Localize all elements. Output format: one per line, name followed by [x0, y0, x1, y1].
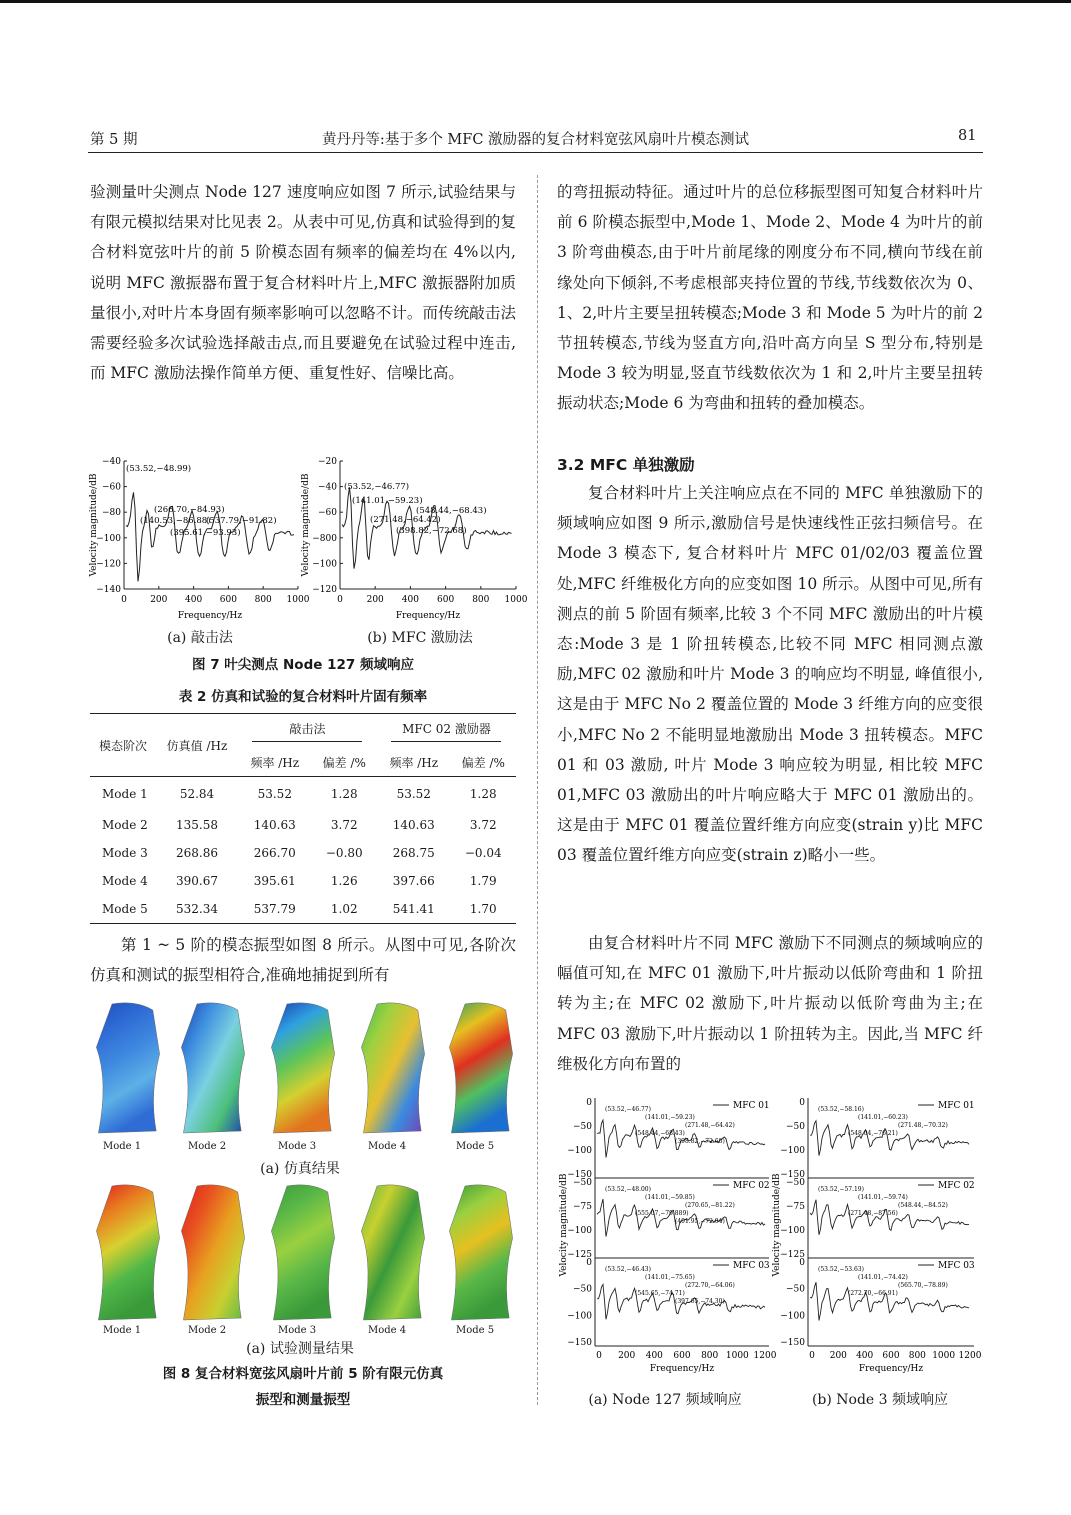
- fig7-sub-a: (a) 敲击法: [167, 630, 233, 646]
- table-cell: 53.52: [257, 786, 292, 801]
- f9b-ytick-label: −150: [780, 1170, 805, 1180]
- f9a-xlabel: Frequency/Hz: [649, 1364, 715, 1374]
- f9b-xtick-label: 1200: [958, 1351, 982, 1361]
- table-cell: −0.80: [325, 845, 363, 860]
- sim-blade-surface: [449, 1003, 512, 1133]
- f9b-annotation: (548.04,−76.21): [848, 1130, 898, 1137]
- f7a-xtick-label: 800: [254, 595, 272, 605]
- sim-mode-shape-3: [270, 1000, 338, 1135]
- f7a-ytick-label: −80: [102, 508, 121, 519]
- table-cell: 537.79: [253, 901, 296, 916]
- f9b-xlabel: Frequency/Hz: [858, 1364, 924, 1374]
- mode-label: Mode 3: [278, 1325, 317, 1336]
- f9a-xtick-label: 0: [596, 1351, 602, 1361]
- f9b-ytick-label: −75: [786, 1202, 805, 1212]
- table-cell: Mode 3: [102, 845, 148, 860]
- th-freq-2: 频率 /Hz: [389, 755, 439, 770]
- f9b-annotation: (53.52,−58.16): [818, 1106, 864, 1113]
- body-paragraph-1: 验测量叶尖测点 Node 127 速度响应如图 7 所示,试验结果与有限元模拟结果对比见表 2。从表中可见,仿真和试验得到的复合材料宽弦叶片的前 5 阶模态固有频率的偏差均在 4%以内,说明 MFC 激振器布置于复合材料叶片上,MFC 激振器附加质量很小,对叶片本身固有频率影响可以忽略不计。而传统敲击法需要经验多次试验选择敲击点,而且要避免在试验过程中连击, 而 MFC 激励法操作简单方便、重复性好、信噪比高。: [90, 183, 516, 383]
- fig9a-chart: [555, 1090, 777, 1375]
- f9a-ytick-label: −100: [567, 1146, 592, 1156]
- f9a-ytick-label: −75: [573, 1202, 592, 1212]
- fig7a-ylabel: Velocity magnitude/dB: [89, 473, 99, 577]
- f9b-ytick-label: −50: [786, 1178, 805, 1188]
- f7a-ytick-label: −40: [102, 457, 121, 467]
- f9a-annotation: (53.52,−46.43): [605, 1266, 651, 1273]
- table-cell: 532.34: [176, 901, 218, 916]
- f9a-ytick-label: −125: [567, 1250, 592, 1260]
- exp-mode-shape-1: [95, 1182, 163, 1322]
- fig7a-chart: [88, 455, 310, 623]
- f9a-annotation: (271.48,−64.42): [685, 1122, 735, 1129]
- fig9b-chart: [768, 1090, 983, 1375]
- f9b-annotation: (548.44,−84.52): [898, 1202, 948, 1209]
- th-mfc: MFC 02 激励器: [391, 720, 501, 742]
- table-row: [90, 777, 516, 811]
- f9b-ytick-label: −50: [786, 1122, 805, 1132]
- sim-mode-shape-5: [448, 1000, 516, 1135]
- f9a-annotation: (141.01,−75.65): [645, 1274, 695, 1281]
- page-number: 81: [958, 128, 977, 144]
- table-cell: 1.70: [469, 901, 497, 916]
- f9b-legend-label: MFC 02: [938, 1181, 975, 1191]
- f7b-xtick-label: 200: [366, 595, 384, 605]
- exp-mode-shape-2: [180, 1182, 248, 1322]
- sim-mode-shape-4: [360, 1000, 428, 1135]
- table-cell: 397.66: [392, 873, 435, 888]
- f7a-annotation: (395.61,−93.93): [170, 528, 241, 538]
- table-row: [90, 867, 516, 895]
- table-cell: 3.72: [469, 817, 497, 832]
- f9b-xtick-label: 600: [882, 1351, 900, 1361]
- f7a-ytick-label: −60: [102, 482, 121, 493]
- fig7-caption: 图 7 叶尖测点 Node 127 频域响应: [192, 657, 414, 673]
- table-row: [90, 839, 516, 867]
- f9a-annotation: (398.82,−72.68): [675, 1138, 725, 1145]
- f9b-xtick-label: 0: [809, 1351, 815, 1361]
- f7b-ytick-label: −20: [318, 457, 337, 467]
- f9a-annotation: (53.52,−48.00): [605, 1186, 651, 1193]
- th-freq-1: 频率 /Hz: [250, 755, 300, 770]
- f9a-xtick-label: 1000: [725, 1351, 749, 1361]
- f9a-annotation: (270.65,−81.22): [685, 1202, 735, 1209]
- th-mode: 模态阶次: [98, 738, 147, 753]
- table-cell: 268.75: [392, 845, 435, 860]
- table-cell: 266.70: [253, 845, 296, 860]
- f9b-annotation: (271.48,−87.56): [848, 1210, 898, 1217]
- f9a-annotation: (401.95,−72.04): [675, 1218, 725, 1225]
- fig8-caption-1: 图 8 复合材料宽弦风扇叶片前 5 阶有限元仿真: [162, 1366, 444, 1382]
- f9a-xtick-label: 600: [673, 1351, 691, 1361]
- f9b-annotation: (141.01,−59.74): [858, 1194, 908, 1201]
- f9a-legend-label: MFC 01: [733, 1101, 770, 1111]
- f9b-annotation: (565.70,−78.89): [898, 1282, 948, 1289]
- f9b-xtick-label: 400: [856, 1351, 874, 1361]
- f9b-annotation: (141.01,−60.23): [858, 1114, 908, 1121]
- f7a-xtick-label: 600: [219, 595, 237, 605]
- exp-blade-surface: [361, 1185, 424, 1320]
- f9b-annotation: (53.52,−53.63): [818, 1266, 864, 1273]
- f7b-annotation: (141.01,−59.23): [352, 496, 423, 506]
- header-rule: [88, 152, 983, 153]
- f7a-ytick-label: −120: [96, 559, 121, 570]
- f9a-ytick-label: 0: [586, 1098, 592, 1108]
- table-cell: Mode 2: [102, 817, 148, 832]
- table-cell: 268.86: [176, 845, 218, 860]
- mode-label: Mode 5: [456, 1325, 495, 1336]
- table2: [90, 713, 516, 924]
- f9a-annotation: (397.65,−74.30): [675, 1298, 725, 1305]
- body-paragraph-4: 复合材料叶片上关注响应点在不同的 MFC 单独激励下的频域响应如图 9 所示,激励信号是快速线性正弦扫频信号。在 Mode 3 模态下, 复合材料叶片 MFC 01/02/03 覆盖位置处,MFC 纤维极化方向的应变如图 10 所示。从图中可见,所有测点的前 5 阶固有频率,比较 3 个不同 MFC 激励出的叶片模态:Mode 3 是 1 阶扭转模态,比较不同 MFC 相同测点激励,MFC 02 激励和叶片 Mode 3 的响应均不明显, 峰值很小,这是由于 MFC No 2 覆盖位置的 Mode 3 纤维方向的应变很小,MFC No 2 不能明显地激励出 Mode 3 扭转模态。MFC 01 和 03 激励, 叶片 Mode 3 响应较为明显, 相比较 MFC 01,MFC 03 激励出的叶片响应略大于 MFC 01 激励出的。这是由于 MFC 01 覆盖位置纤维方向应变(strain y)比 MFC 03 覆盖位置纤维方向应变(strain z)略小一些。: [557, 484, 983, 865]
- f9a-annotation: (141.01,−59.23): [645, 1114, 695, 1121]
- f9b-ytick-label: −100: [780, 1226, 805, 1236]
- f7a-xtick-label: 0: [121, 595, 127, 605]
- section-heading: 3.2 MFC 单独激励: [557, 456, 695, 474]
- table-cell: Mode 4: [102, 873, 148, 888]
- f9a-annotation: (141.01,−59.85): [645, 1194, 695, 1201]
- mode-label: Mode 1: [103, 1141, 142, 1152]
- f7a-xtick-label: 400: [185, 595, 203, 605]
- mode-label: Mode 4: [368, 1141, 407, 1152]
- table-cell: −0.04: [464, 845, 502, 860]
- f9b-ytick-label: 0: [799, 1098, 805, 1108]
- fig8-caption-2: 振型和测量振型: [255, 1392, 351, 1408]
- f9b-ytick-label: −150: [780, 1338, 805, 1348]
- table-row: [90, 895, 516, 924]
- f7b-ytick-label: −100: [312, 559, 337, 570]
- f9b-annotation: (272.70,−66.91): [848, 1290, 898, 1297]
- f7a-ytick-label: −140: [96, 585, 121, 595]
- table-cell: 140.63: [253, 817, 296, 832]
- f7a-ytick-label: −100: [96, 533, 121, 544]
- f9a-xtick-label: 1200: [753, 1351, 777, 1361]
- exp-blade-surface: [96, 1185, 159, 1320]
- f7b-ytick-label: −800: [312, 533, 337, 544]
- f9a-ytick-label: −100: [567, 1311, 592, 1322]
- th-sim: 仿真值 /Hz: [166, 738, 228, 753]
- table-cell: Mode 5: [102, 901, 148, 916]
- fig8-sub-a: (a) 仿真结果: [260, 1161, 340, 1177]
- body-paragraph-3: 的弯扭振动特征。通过叶片的总位移振型图可知复合材料叶片前 6 阶模态振型中,Mode 1、Mode 2、Mode 4 为叶片的前 3 阶弯曲模态,由于叶片前尾缘的刚度分布不同,横向节线在前缘处向下倾斜,不考虑根部夹持位置的节线,节线数依次为 0、1、2,叶片主要呈扭转模态;Mode 3 和 Mode 5 为叶片的前 2 节扭转模态,节线为竖直方向,沿叶高方向呈 S 型分布,特别是 Mode 3 较为明显,竖直节线数依次为 1 和 2,叶片主要呈扭转振动状态;Mode 6 为弯曲和扭转的叠加模态。: [557, 183, 983, 413]
- f9a-ytick-label: −150: [567, 1170, 592, 1180]
- f9b-ylabel: Velocity magnitude/dB: [772, 1173, 782, 1277]
- table-cell: 541.41: [392, 901, 435, 916]
- sim-mode-shape-2: [180, 1000, 248, 1135]
- f9a-ylabel: Velocity magnitude/dB: [559, 1173, 569, 1277]
- mode-label: Mode 2: [188, 1325, 227, 1336]
- exp-blade-surface: [449, 1185, 512, 1320]
- f7a-xtick-label: 1000: [286, 595, 310, 605]
- table-cell: 1.02: [330, 901, 358, 916]
- f9a-ytick-label: −50: [573, 1178, 592, 1188]
- f9a-annotation: (555.07,−79.889): [635, 1210, 689, 1217]
- f7b-ytick-label: −40: [318, 482, 337, 493]
- th-dev-1: 偏差 /%: [322, 755, 366, 770]
- sim-blade-surface: [181, 1003, 244, 1133]
- f9a-annotation: (545.65,−74.71): [635, 1290, 685, 1297]
- table-cell: 53.52: [396, 786, 431, 801]
- running-title: 黄丹丹等:基于多个 MFC 激励器的复合材料宽弦风扇叶片模态测试: [321, 132, 750, 148]
- body-paragraph-5: 由复合材料叶片不同 MFC 激励下不同测点的频域响应的幅值可知,在 MFC 01 激励下,叶片振动以低阶弯曲和 1 阶扭转为主;在 MFC 02 激励下,叶片振动以低阶弯曲为主;在 MFC 03 激励下,叶片振动以 1 阶扭转为主。因此,当 MFC 纤维极化方向布置的: [557, 934, 983, 1073]
- sim-blade-surface: [361, 1003, 424, 1133]
- f9b-annotation: (53.52,−57.19): [818, 1186, 864, 1193]
- mode-label: Mode 5: [456, 1141, 495, 1152]
- th-dev-2: 偏差 /%: [461, 755, 505, 770]
- f9b-annotation: (141.01,−74.42): [858, 1274, 908, 1281]
- f7b-annotation: (271.48,−64.42): [370, 515, 441, 525]
- f9a-legend-label: MFC 02: [733, 1181, 770, 1191]
- f9a-legend-label: MFC 03: [733, 1261, 770, 1271]
- mode-label: Mode 4: [368, 1325, 407, 1336]
- fig7-sub-b: (b) MFC 激励法: [367, 630, 473, 646]
- f9b-ytick-label: −100: [780, 1146, 805, 1156]
- table-cell: 395.61: [253, 873, 296, 888]
- f7a-annotation: (140.53,−86.88): [140, 516, 211, 526]
- sim-blade-surface: [96, 1003, 159, 1133]
- f9b-xtick-label: 1000: [932, 1351, 956, 1361]
- body-paragraph-2: 第 1 ~ 5 阶的模态振型如图 8 所示。从图中可见,各阶次仿真和测试的振型相符合,准确地捕捉到所有: [90, 936, 516, 985]
- table-cell: 1.26: [330, 873, 358, 888]
- f9a-ytick-label: 0: [586, 1258, 592, 1268]
- f7b-ytick-label: −120: [312, 585, 337, 595]
- f9b-ytick-label: −100: [780, 1311, 805, 1322]
- f9b-ytick-label: 0: [799, 1258, 805, 1268]
- exp-mode-shape-5: [448, 1182, 516, 1322]
- table-cell: Mode 1: [102, 786, 148, 801]
- f7b-annotation: (398.82,−72.68): [396, 526, 467, 536]
- f7b-xtick-label: 800: [472, 595, 490, 605]
- th-hammer: 敲击法: [252, 720, 362, 742]
- f7b-annotation: (548.44,−68.43): [416, 506, 487, 516]
- exp-blade-surface: [181, 1185, 244, 1320]
- column-divider: [537, 175, 538, 1405]
- f9a-annotation: (548.44,−68.43): [635, 1130, 685, 1137]
- table-cell: 1.28: [330, 786, 358, 801]
- table-cell: 52.84: [179, 786, 215, 801]
- f7b-ytick-label: −60: [318, 508, 337, 519]
- f9b-xtick-label: 200: [829, 1351, 847, 1361]
- exp-mode-shape-3: [270, 1182, 338, 1322]
- f9a-ytick-label: −50: [573, 1122, 592, 1132]
- f7a-annotation: (537.79,−91.82): [206, 516, 277, 526]
- table-cell: 140.63: [392, 817, 435, 832]
- table-cell: 1.79: [469, 873, 497, 888]
- f9b-xtick-label: 800: [908, 1351, 926, 1361]
- f7b-xtick-label: 600: [437, 595, 455, 605]
- table-row: [90, 811, 516, 839]
- f9a-ytick-label: −150: [567, 1338, 592, 1348]
- mode-label: Mode 3: [278, 1141, 317, 1152]
- f9b-ytick-label: −50: [786, 1284, 805, 1295]
- fig7b-chart: [300, 455, 528, 623]
- f7b-xtick-label: 0: [337, 595, 343, 605]
- f9a-ytick-label: −50: [573, 1284, 592, 1295]
- f7a-xtick-label: 200: [150, 595, 168, 605]
- issue-number: 第 5 期: [90, 132, 138, 148]
- exp-mode-shape-4: [360, 1182, 428, 1322]
- f9a-annotation: (53.52,−46.77): [605, 1106, 651, 1113]
- f9a-annotation: (272.70,−64.06): [685, 1282, 735, 1289]
- sim-blade-surface: [271, 1003, 334, 1133]
- table2-caption: 表 2 仿真和试验的复合材料叶片固有频率: [178, 689, 428, 705]
- f9a-xtick-label: 400: [645, 1351, 663, 1361]
- f9b-legend-label: MFC 01: [938, 1101, 975, 1111]
- f7a-annotation: (266.70,−84.93): [154, 505, 225, 515]
- mode-label: Mode 1: [103, 1325, 142, 1336]
- top-border: [0, 0, 1071, 3]
- f9b-ytick-label: −125: [780, 1250, 805, 1260]
- f7b-xtick-label: 400: [401, 595, 419, 605]
- f9a-xtick-label: 200: [618, 1351, 636, 1361]
- table-cell: 390.67: [176, 873, 218, 888]
- fig7b-ylabel: Velocity magnitude/dB: [301, 473, 311, 577]
- sim-mode-shape-1: [95, 1000, 163, 1135]
- table-cell: 1.28: [469, 786, 497, 801]
- f9a-xtick-label: 800: [701, 1351, 719, 1361]
- table-cell: 135.58: [176, 817, 218, 832]
- fig7a-xlabel: Frequency/Hz: [177, 611, 243, 621]
- fig8-sub-b: (a) 试验测量结果: [246, 1341, 354, 1357]
- f7b-xtick-label: 1000: [504, 595, 528, 605]
- f7b-annotation: (53.52,−46.77): [344, 482, 410, 492]
- fig9-sub-b: (b) Node 3 频域响应: [811, 1392, 949, 1408]
- table-cell: 3.72: [330, 817, 358, 832]
- f9b-annotation: (271.48,−70.32): [898, 1122, 948, 1129]
- f7a-annotation: (53.52,−48.99): [126, 464, 192, 474]
- exp-blade-surface: [271, 1185, 334, 1320]
- fig7b-xlabel: Frequency/Hz: [395, 611, 461, 621]
- f9b-legend-label: MFC 03: [938, 1261, 975, 1271]
- mode-label: Mode 2: [188, 1141, 227, 1152]
- fig9-sub-a: (a) Node 127 频域响应: [588, 1392, 742, 1408]
- f9a-ytick-label: −100: [567, 1226, 592, 1236]
